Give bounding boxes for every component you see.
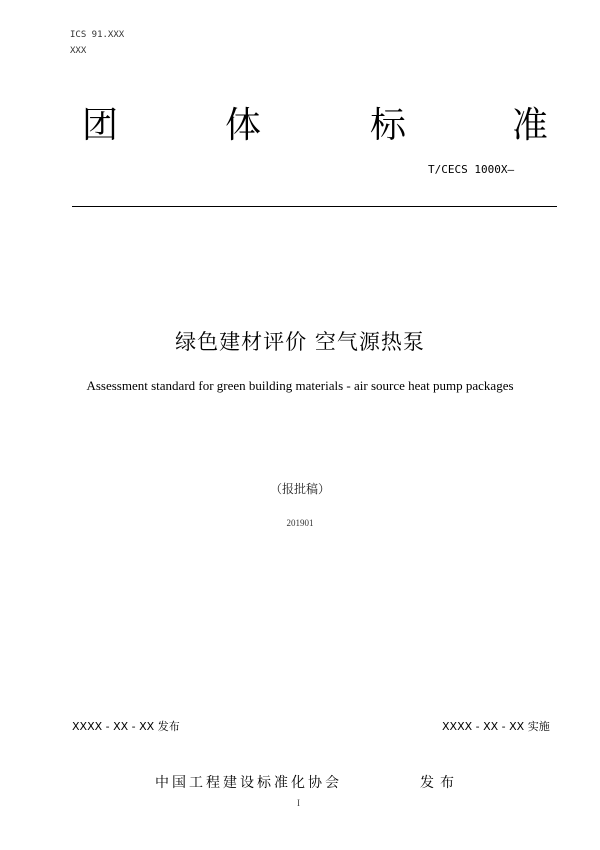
draft-stage: （报批稿）	[269, 482, 330, 496]
standard-type-char: 标	[370, 105, 407, 146]
draft-date: 201901	[286, 518, 314, 528]
issue-label: 发布	[420, 775, 460, 791]
standard-type-char: 准	[512, 105, 549, 146]
standard-type-char: 体	[225, 105, 262, 146]
title-chinese: 绿色建材评价 空气源热泵	[175, 330, 425, 354]
document-number: T/CECS 1000X—	[428, 163, 515, 176]
ics-code: ICS 91.XXX	[70, 30, 125, 40]
header-divider	[72, 206, 557, 207]
title-english: Assessment standard for green building materials - air source heat pump packages	[86, 378, 514, 393]
issuer-name: 中国工程建设标准化协会	[155, 775, 342, 791]
implement-date: XXXX - XX - XX 实施	[442, 720, 550, 733]
standard-type-char: 团	[82, 105, 119, 146]
page-number: I	[297, 798, 300, 808]
ccs-code: XXX	[70, 46, 87, 56]
publish-date: XXXX - XX - XX 发布	[72, 720, 180, 733]
